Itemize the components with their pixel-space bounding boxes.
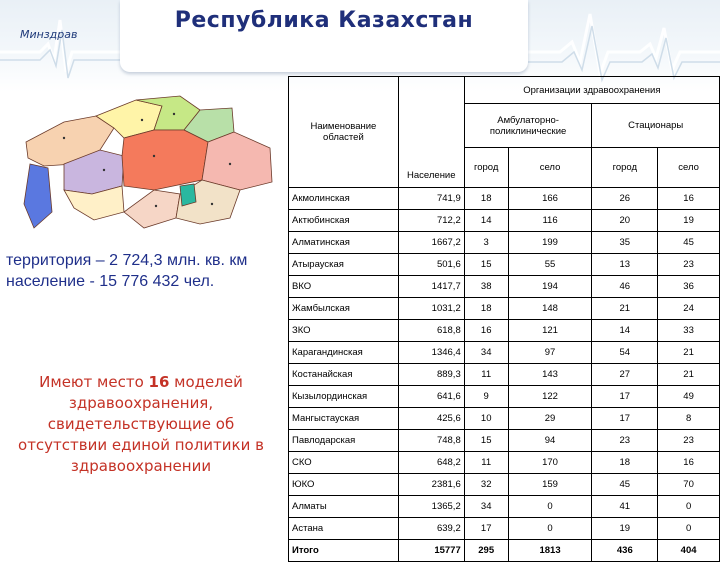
amb-village-value: 166 [508,188,592,210]
healthcare-organizations-table [288,76,720,562]
kazakhstan-region-map [4,94,278,236]
hosp-city-value: 21 [592,298,658,320]
table-row [289,320,720,342]
amb-city-value: 18 [464,298,508,320]
hosp-village-value: 19 [658,210,720,232]
amb-city-value: 17 [464,518,508,540]
region-name: Астана [289,518,399,540]
table-row [289,276,720,298]
hosp-city-value: 35 [592,232,658,254]
hosp-village-value: 21 [658,364,720,386]
hosp-village-value: 36 [658,276,720,298]
total-population: 15777 [398,540,464,562]
table-total-row [289,540,720,562]
amb-city-value: 32 [464,474,508,496]
region-name: Костанайская [289,364,399,386]
header-hosp-city: город [592,148,658,188]
table-row [289,298,720,320]
models-suffix: моделей здравоохранения, свидетельствующие об отсутствии единой политики в здравоохранении [18,373,264,475]
population-value: 741,9 [398,188,464,210]
amb-city-value: 10 [464,408,508,430]
amb-village-value: 170 [508,452,592,474]
hosp-village-value: 70 [658,474,720,496]
hosp-city-value: 17 [592,408,658,430]
header-population: Население [398,77,464,188]
amb-city-value: 38 [464,276,508,298]
header-organizations: Организации здравоохранения [464,77,719,104]
population-text: население - 15 776 432 чел. [6,273,215,290]
table-row [289,342,720,364]
brand-label: Минздрав [20,28,78,41]
models-statement [10,372,272,477]
header-region: Наименование областей [289,77,399,188]
hosp-village-value: 45 [658,232,720,254]
table-row [289,408,720,430]
amb-village-value: 148 [508,298,592,320]
amb-village-value: 159 [508,474,592,496]
population-value: 1667,2 [398,232,464,254]
population-value: 618,8 [398,320,464,342]
hosp-city-value: 45 [592,474,658,496]
hosp-city-value: 46 [592,276,658,298]
population-value: 889,3 [398,364,464,386]
hosp-village-value: 0 [658,496,720,518]
amb-village-value: 55 [508,254,592,276]
hosp-village-value: 21 [658,342,720,364]
population-value: 748,8 [398,430,464,452]
amb-city-value: 14 [464,210,508,232]
population-value: 1365,2 [398,496,464,518]
hosp-village-value: 0 [658,518,720,540]
population-value: 1031,2 [398,298,464,320]
hosp-city-value: 26 [592,188,658,210]
amb-city-value: 11 [464,364,508,386]
amb-village-value: 94 [508,430,592,452]
region-name: Кызылординская [289,386,399,408]
population-value: 1346,4 [398,342,464,364]
table-row [289,518,720,540]
hosp-village-value: 49 [658,386,720,408]
header-ambulatory: Амбулаторно-поликлинические [464,104,592,148]
region-name: ВКО [289,276,399,298]
models-prefix: Имеют место [39,373,149,391]
amb-village-value: 199 [508,232,592,254]
hosp-city-value: 20 [592,210,658,232]
region-name: Павлодарская [289,430,399,452]
table-row [289,210,720,232]
population-value: 2381,6 [398,474,464,496]
country-facts [6,250,286,292]
amb-city-value: 11 [464,452,508,474]
amb-village-value: 29 [508,408,592,430]
region-name: Мангыстауская [289,408,399,430]
header-hosp-village: село [658,148,720,188]
region-name: Карагандинская [289,342,399,364]
amb-city-value: 3 [464,232,508,254]
table-row [289,496,720,518]
table-row [289,188,720,210]
total-label: Итого [289,540,399,562]
amb-city-value: 9 [464,386,508,408]
hosp-city-value: 18 [592,452,658,474]
territory-text: территория – 2 724,3 млн. кв. км [6,252,248,269]
amb-city-value: 34 [464,342,508,364]
population-value: 639,2 [398,518,464,540]
population-value: 501,6 [398,254,464,276]
region-name: ЮКО [289,474,399,496]
region-name: Атырауская [289,254,399,276]
header-amb-city: город [464,148,508,188]
amb-city-value: 15 [464,430,508,452]
amb-village-value: 0 [508,518,592,540]
population-value: 425,6 [398,408,464,430]
amb-village-value: 0 [508,496,592,518]
amb-village-value: 194 [508,276,592,298]
hosp-village-value: 24 [658,298,720,320]
region-name: Акмолинская [289,188,399,210]
amb-city-value: 34 [464,496,508,518]
header-hospitals: Стационары [592,104,720,148]
hosp-city-value: 23 [592,430,658,452]
population-value: 1417,7 [398,276,464,298]
total-hosp-village: 404 [658,540,720,562]
region-name: Жамбылская [289,298,399,320]
population-value: 641,6 [398,386,464,408]
page-title: Республика Казахстан [174,8,474,33]
region-name: ЗКО [289,320,399,342]
hosp-village-value: 23 [658,430,720,452]
amb-village-value: 97 [508,342,592,364]
population-value: 648,2 [398,452,464,474]
hosp-city-value: 27 [592,364,658,386]
table-row [289,232,720,254]
hosp-city-value: 13 [592,254,658,276]
amb-village-value: 121 [508,320,592,342]
total-hosp-city: 436 [592,540,658,562]
table-row [289,452,720,474]
table-row [289,430,720,452]
table-row [289,254,720,276]
hosp-city-value: 17 [592,386,658,408]
hosp-village-value: 33 [658,320,720,342]
table-row [289,364,720,386]
amb-city-value: 16 [464,320,508,342]
hosp-city-value: 14 [592,320,658,342]
total-amb-village: 1813 [508,540,592,562]
amb-city-value: 15 [464,254,508,276]
region-name: СКО [289,452,399,474]
population-value: 712,2 [398,210,464,232]
amb-village-value: 143 [508,364,592,386]
header-amb-village: село [508,148,592,188]
region-name: Актюбинская [289,210,399,232]
hosp-city-value: 54 [592,342,658,364]
amb-village-value: 116 [508,210,592,232]
region-name: Алматы [289,496,399,518]
region-name: Алматинская [289,232,399,254]
total-amb-city: 295 [464,540,508,562]
hosp-city-value: 41 [592,496,658,518]
title-box [120,0,528,72]
hosp-city-value: 19 [592,518,658,540]
models-count: 16 [148,373,170,391]
hosp-village-value: 16 [658,188,720,210]
table-row [289,474,720,496]
hosp-village-value: 23 [658,254,720,276]
amb-village-value: 122 [508,386,592,408]
hosp-village-value: 16 [658,452,720,474]
amb-city-value: 18 [464,188,508,210]
table-row [289,386,720,408]
hosp-village-value: 8 [658,408,720,430]
